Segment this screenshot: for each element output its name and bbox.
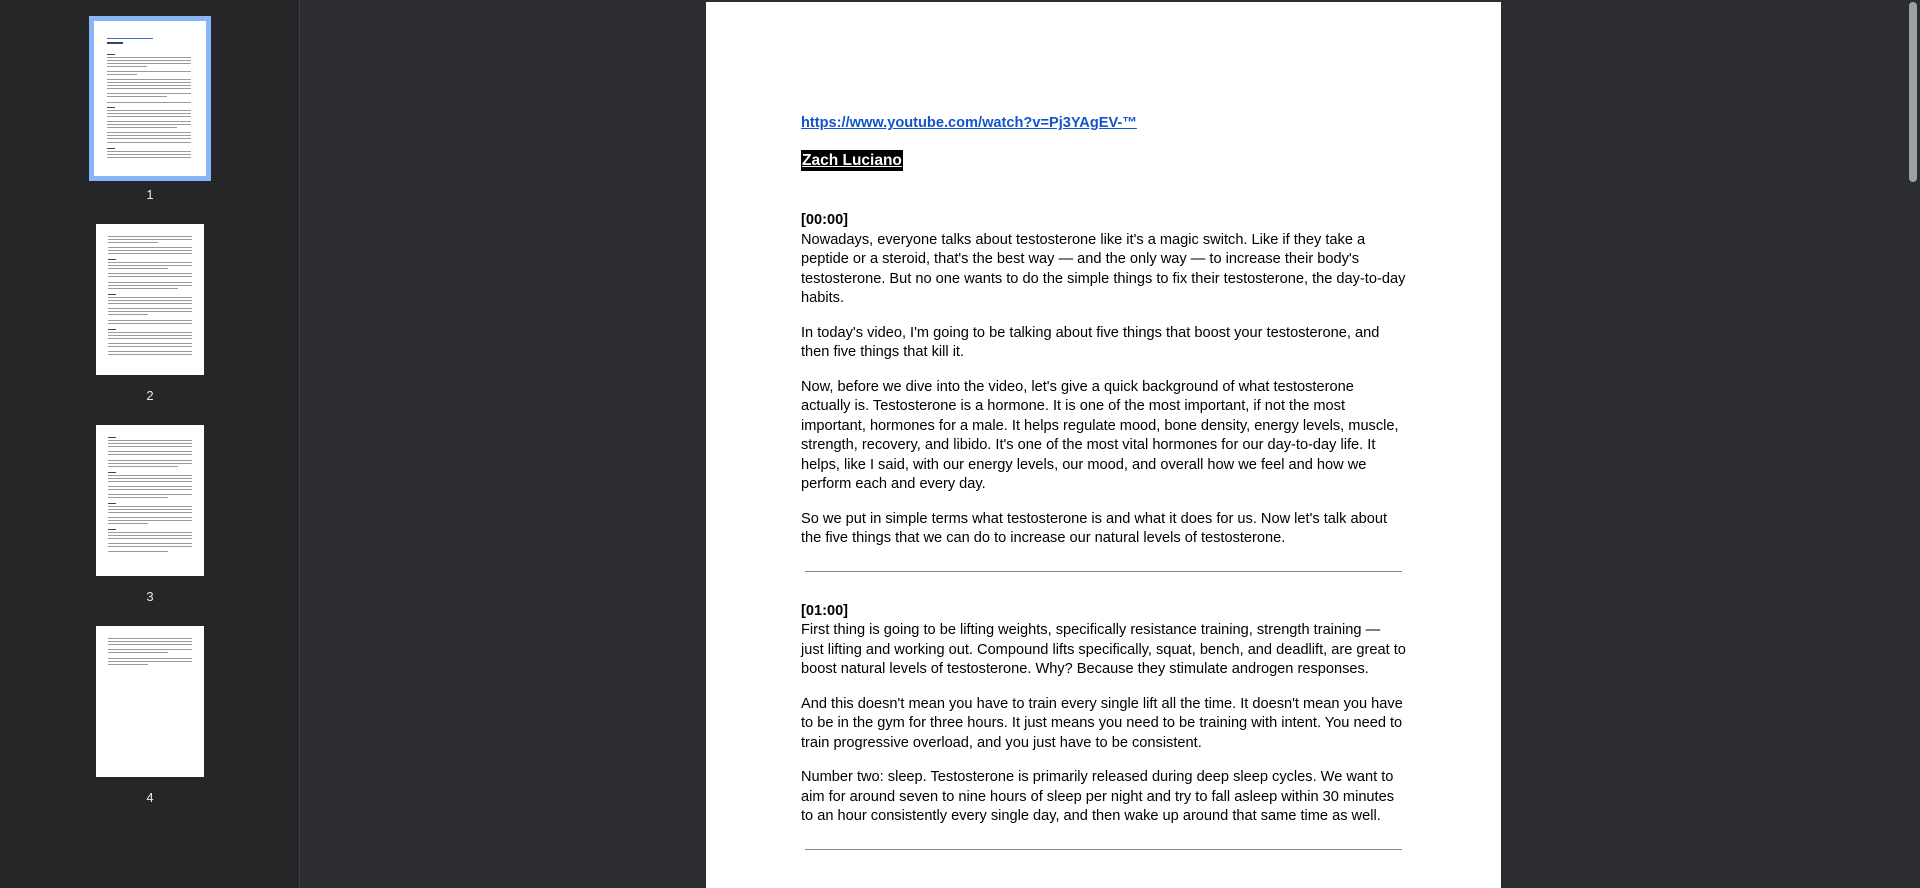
page-number-1: 1 bbox=[146, 187, 154, 202]
page-thumbnail-4[interactable] bbox=[96, 626, 204, 777]
paragraph: Number two: sleep. Testosterone is primarily released during deep sleep cycles. We want to aim for around seven to nine hours of sleep per night and try to fall asleep within 30 minutes to an hour consistently every single day, and then wake up around that same time as well. bbox=[801, 769, 1395, 824]
section-01-00 bbox=[801, 602, 1406, 827]
youtube-link[interactable]: https://www.youtube.com/watch?v=Pj3YAgEV-™ bbox=[801, 115, 1137, 131]
timestamp: [00:00] bbox=[801, 212, 849, 228]
section-00-00 bbox=[801, 211, 1406, 549]
paragraph: Nowadays, everyone talks about testosterone like it's a magic switch. Like if they take a peptide or a steroid, that's the best way — and the only way — to increase their body's testosterone. But no one wants to do the simple things to fix their testosterone, the day-to-day habits. bbox=[801, 231, 1406, 306]
document-viewer[interactable] bbox=[301, 0, 1905, 888]
paragraph: Now, before we dive into the video, let's give a quick background of what testosterone actually is. Testosterone is a hormone. It is one of the most important, if not the most important, hormones for a male. It helps regulate mood, bone density, energy levels, muscle, strength, recovery, and libido. It's one of the most vital hormones for our day-to-day life. It helps, like I said, with our energy levels, our mood, and overall how we feel and how we perform each and every day. bbox=[801, 378, 1399, 492]
document-page bbox=[706, 2, 1501, 888]
paragraph: In today's video, I'm going to be talking about five things that boost your testosterone, and then five things that kill it. bbox=[801, 324, 1380, 360]
page-thumbnail-1[interactable] bbox=[94, 21, 206, 176]
page-thumbnail-3[interactable] bbox=[96, 425, 204, 576]
section-divider bbox=[805, 849, 1402, 850]
page-number-4: 4 bbox=[146, 790, 154, 805]
page-number-2: 2 bbox=[146, 388, 154, 403]
page-number-3: 3 bbox=[146, 589, 154, 604]
author-name: Zach Luciano bbox=[802, 151, 902, 169]
timestamp: [01:00] bbox=[801, 602, 849, 619]
paragraph: First thing is going to be lifting weights, specifically resistance training, strength training — just lifting and working out. Compound lifts specifically, squat, bench, and deadlift, are great to boost natural levels of testosterone. Why? Because they stimulate androgen responses. bbox=[801, 622, 1406, 677]
page-content bbox=[801, 114, 1406, 880]
page-thumbnail-2[interactable] bbox=[96, 224, 204, 375]
thumbnail-sidebar[interactable] bbox=[0, 0, 300, 888]
paragraph: And this doesn't mean you have to train every single lift all the time. It doesn't mean you have to be in the gym for three hours. It just means you need to be training with intent. You need to train progressive overload, and you just have to be consistent. bbox=[801, 695, 1403, 751]
vertical-scrollbar[interactable] bbox=[1905, 0, 1920, 888]
scrollbar-thumb[interactable] bbox=[1909, 2, 1917, 182]
section-divider bbox=[805, 571, 1402, 572]
paragraph: So we put in simple terms what testosterone is and what it does for us. Now let's talk about the five things that we can do to increase our natural levels of testosterone. bbox=[801, 510, 1388, 546]
